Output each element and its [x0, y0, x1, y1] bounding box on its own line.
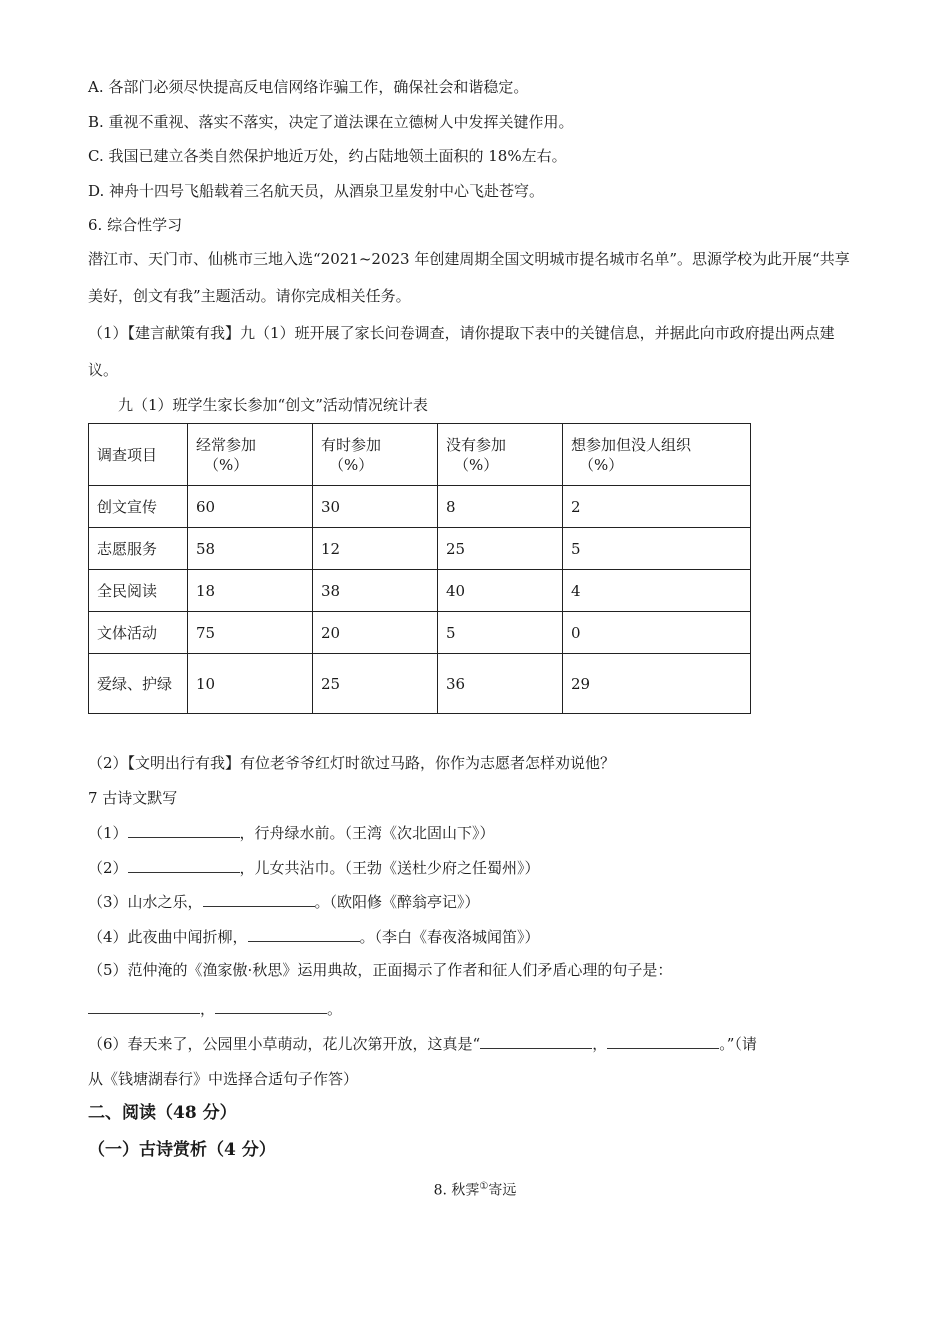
q7-item-5: （5）范仲淹的《渔家傲·秋思》运用典故，正面揭示了作者和征人们矛盾心理的句子是：: [88, 961, 673, 979]
table-header-row: [89, 424, 751, 486]
table-cell: 30: [313, 486, 438, 528]
table-cell: 29: [563, 654, 751, 714]
table-cell: 60: [188, 486, 313, 528]
option-d: D. 神舟十四号飞船载着三名航天员，从酒泉卫星发射中心飞赴苍穹。: [88, 182, 545, 200]
table-cell: 文体活动: [89, 612, 188, 654]
table-header: 想参加但没人组织 （%）: [563, 424, 751, 486]
q7-item-1: （1） ，行舟绿水前。（王湾《次北固山下》）: [88, 821, 862, 844]
table-header: 经常参加 （%）: [188, 424, 313, 486]
answer-blank[interactable]: [248, 925, 360, 942]
answer-blank[interactable]: [215, 997, 327, 1014]
table-row: [89, 528, 751, 570]
table-cell: 25: [438, 528, 563, 570]
answer-blank[interactable]: [480, 1032, 592, 1049]
table-cell: 志愿服务: [89, 528, 188, 570]
q6-title: 6. 综合性学习: [88, 216, 183, 234]
q6-task1: （1）【建言献策有我】九（1）班开展了家长问卷调查，请你提取下表中的关键信息，并据此向市政府提出两点建议。: [88, 324, 835, 379]
q7-item-3: （3）山水之乐， 。（欧阳修《醉翁亭记》）: [88, 890, 862, 913]
q7-item-5-answer: ， 。: [88, 997, 862, 1020]
q6-intro: 潜江市、天门市、仙桃市三地入选“2021~2023 年创建周期全国文明城市提名城市名单”。思源学校为此开展“共享美好，创文有我”主题活动。请你完成相关任务。: [88, 250, 850, 305]
table-cell: 75: [188, 612, 313, 654]
q7-item-6: （6）春天来了，公园里小草萌动，花儿次第开放，这真是“ ， 。”（请: [88, 1032, 862, 1055]
q7-item-6-line2: 从《钱塘湖春行》中选择合适句子作答）: [88, 1070, 359, 1088]
table-title: 九（1）班学生家长参加“创文”活动情况统计表: [118, 396, 428, 414]
table-cell: 12: [313, 528, 438, 570]
table-cell: 5: [563, 528, 751, 570]
table-cell: 全民阅读: [89, 570, 188, 612]
table-cell: 创文宣传: [89, 486, 188, 528]
answer-blank[interactable]: [128, 821, 240, 838]
table-row: [89, 486, 751, 528]
table-cell: 18: [188, 570, 313, 612]
table-cell: 25: [313, 654, 438, 714]
table-cell: 爱绿、护绿: [89, 654, 188, 714]
option-b: B. 重视不重视、落实不落实，决定了道法课在立德树人中发挥关键作用。: [88, 113, 574, 131]
q7-title: 7 古诗文默写: [88, 789, 178, 807]
table-header: 有时参加 （%）: [313, 424, 438, 486]
table-cell: 36: [438, 654, 563, 714]
table-cell: 40: [438, 570, 563, 612]
answer-blank[interactable]: [88, 997, 200, 1014]
option-c: C. 我国已建立各类自然保护地近万处，约占陆地领土面积的 18%左右。: [88, 147, 567, 165]
q7-item-4: （4）此夜曲中闻折柳， 。（李白《春夜洛城闻笛》）: [88, 925, 862, 948]
answer-blank[interactable]: [607, 1032, 719, 1049]
section-heading: 二、阅读（48 分）: [88, 1103, 237, 1123]
stats-table: [88, 423, 751, 714]
table-cell: 38: [313, 570, 438, 612]
table-cell: 20: [313, 612, 438, 654]
table-cell: 58: [188, 528, 313, 570]
table-cell: 0: [563, 612, 751, 654]
table-header: 调查项目: [89, 424, 188, 486]
answer-blank[interactable]: [128, 856, 240, 873]
table-cell: 4: [563, 570, 751, 612]
table-header: 没有参加 （%）: [438, 424, 563, 486]
option-a: A. 各部门必须尽快提高反电信网络诈骗工作，确保社会和谐稳定。: [88, 78, 529, 96]
table-row: [89, 654, 751, 714]
table-cell: 2: [563, 486, 751, 528]
q7-item-2: （2） ，儿女共沾巾。（王勃《送杜少府之任蜀州》）: [88, 856, 862, 879]
table-row: [89, 570, 751, 612]
q6-task2: （2）【文明出行有我】有位老爷爷红灯时欲过马路，你作为志愿者怎样劝说他？: [88, 754, 616, 772]
table-cell: 10: [188, 654, 313, 714]
table-cell: 5: [438, 612, 563, 654]
answer-blank[interactable]: [203, 890, 315, 907]
poem-title: 8. 秋霁①寄远: [433, 1181, 517, 1199]
table-cell: 8: [438, 486, 563, 528]
table-row: [89, 612, 751, 654]
subsection-heading: （一）古诗赏析（4 分）: [88, 1140, 276, 1160]
